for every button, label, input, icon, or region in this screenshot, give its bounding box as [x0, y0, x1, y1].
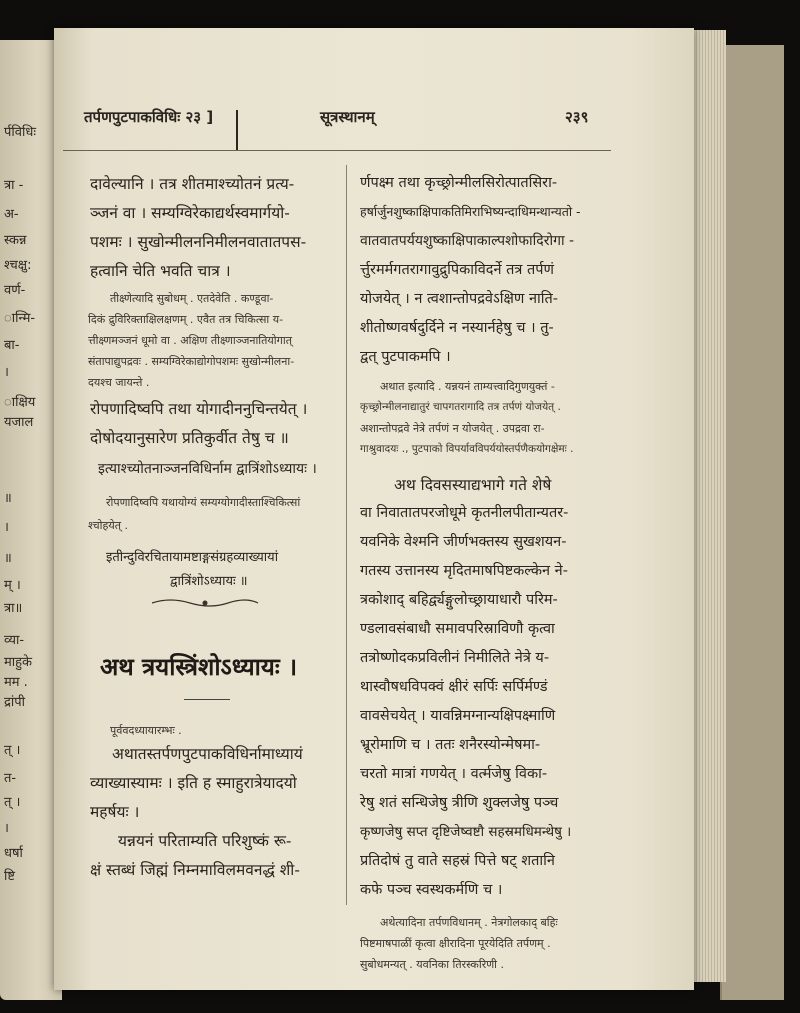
running-header-left: तर्पणपुटपाकविधिः २३ ] [84, 108, 214, 126]
verse-line: दोषोदयानुसारेण प्रतिकुर्वीत तेषु च ॥ [90, 429, 289, 447]
margin-fragment: अ- [4, 207, 19, 222]
margin-fragment: धर्षा [4, 846, 23, 861]
commentary-line: तीक्ष्णेत्यादि सुबोधम् . एतदेवेति . कण्डूवा- [110, 292, 274, 305]
commentary-line: पिष्टमाषपाळीं कृत्वा क्षीरादिना पूरयेदिति तर्पणम् . [360, 937, 551, 950]
margin-fragment: ाक्षिय [4, 395, 36, 410]
commentary-line: रोपणादिष्वपि यथायोग्यं सम्यग्योगादीस्ताश्चिकित्सां [106, 496, 301, 509]
commentary-line: सुबोधमन्यत् . यवनिका तिरस्करिणी . [360, 958, 505, 971]
page-number: २३९ [565, 108, 589, 126]
commentary-line: पूर्ववदध्यायारम्भः . [110, 724, 182, 737]
verse-line: अथ दिवसस्याद्यभागे गते शेषे [394, 476, 552, 494]
margin-fragment: म् । [4, 578, 21, 593]
commentary-line: संतापाद्युपद्रवः . सम्यग्विरेकाद्योगोपशमः सुखोन्मीलना- [88, 355, 295, 368]
back-cover [720, 45, 784, 1000]
verse-line: कफे पञ्च स्वस्थकर्मणि च । [360, 882, 503, 898]
margin-fragment: श्चक्षु: [4, 258, 32, 273]
verse-line: रोपणादिष्वपि तथा योगादीननुचिन्तयेत् । [90, 400, 308, 418]
ornament-divider [150, 597, 260, 609]
chapter-title: अथ त्रयस्त्रिंशोऽध्यायः । [100, 653, 298, 681]
verse-line: र्त्तुरमर्मगतरागावुद्रुपिकाविदर्ने तत्र तर्पणं [360, 262, 555, 278]
commentary-colophon: इतीन्दुविरचितायामष्टाङ्गसंग्रहव्याख्यायां [106, 550, 279, 565]
margin-fragment: त- [4, 771, 17, 786]
verse-line: र्णपक्ष्म तथा कृच्छ्रोन्मीलसिरोत्पातसिरा- [360, 175, 558, 191]
commentary-line: दयश्च जायन्ते . [88, 376, 150, 389]
verse-line: भ्रूरोमाणि च । ततः शनैरस्योन्मेषमा- [360, 737, 541, 753]
margin-fragment: यजाल [4, 415, 34, 430]
commentary-line: अथेत्यादिना तर्पणविधानम् . नेत्रगोलकाद् बहिः [380, 916, 558, 929]
verse-line: दावेल्यानि । तत्र शीतमाश्च्योतनं प्रत्य- [90, 175, 295, 193]
commentary-line: कृच्छ्रोन्मीलनाद्यातुरं चापगतरागादि तत्र तर्पणं योजयेत् . [360, 401, 561, 413]
verse-line: गतस्य उत्तानस्य मृदितमाषपिष्टकल्केन ने- [360, 563, 568, 579]
verse-line: योजयेत् । न त्वशान्तोपद्रवेऽक्षिण नाति- [360, 291, 559, 307]
margin-fragment: त् । [4, 743, 21, 758]
margin-fragment: त्रा॥ [4, 601, 23, 616]
margin-fragment: माहुके [4, 655, 33, 670]
margin-fragment: ॥ [4, 491, 12, 506]
verse-line: यन्नयनं परिताम्यति परिशुष्कं रू- [118, 832, 292, 850]
margin-fragment: र्पविधिः [4, 125, 36, 140]
verse-line: थास्वौषधविपक्वं क्षीरं सर्पिः सर्पिर्मण्डं [360, 679, 548, 695]
commentary-line: दिकं द्रुविरिक्ताक्षिलक्षणम् . एवैत तत्र चिकित्सा य- [88, 313, 284, 326]
verse-line: पशमः । सुखोन्मीलननिमीलनवातातपस- [90, 233, 307, 251]
header-rule [63, 150, 611, 151]
margin-fragment: ान्मि- [4, 311, 36, 326]
header-bracket [236, 110, 238, 150]
verse-line: अथातस्तर्पणपुटपाकविधिर्नामाध्यायं [112, 745, 303, 763]
verse-line: रेषु शतं सन्धिजेषु त्रीणि शुक्लजेषु पञ्च [360, 795, 559, 811]
commentary-line: अथात इत्यादि . यन्नयनं ताम्यत्त्वादिगुणयुक्तं - [380, 380, 555, 393]
margin-fragment: त् । [4, 795, 21, 810]
running-header-center: सूत्रस्थानम् [320, 108, 375, 126]
title-rule [184, 699, 230, 700]
margin-fragment: बा- [4, 338, 20, 353]
verse-line: तत्रोष्णोदकप्रविलीनं निमीलिते नेत्रे य- [360, 650, 550, 666]
margin-fragment: व्या- [4, 633, 25, 648]
verse-line: महर्षयः । [90, 803, 140, 821]
margin-fragment: त्रा - [4, 178, 24, 193]
previous-page-margin [0, 40, 62, 1000]
margin-fragment: वर्ण- [4, 283, 26, 298]
verse-line: द्वत् पुटपाकमपि । [360, 349, 451, 365]
verse-line: प्रतिदोषं तु वाते सहस्रं पित्ते षट् शतानि [360, 853, 555, 869]
verse-line: वावसेचयेत् । यावन्निमग्नान्यक्षिपक्ष्माणि [360, 708, 556, 724]
verse-line: शीतोष्णवर्षदुर्दिने न नस्यार्नहेषु च । तु- [360, 320, 554, 336]
verse-line: यवनिके वेश्मनि जीर्णभक्तस्य सुखशयन- [360, 534, 567, 550]
margin-fragment: ष्टि [4, 869, 15, 884]
margin-fragment: । [4, 365, 9, 380]
margin-fragment: मम . [4, 675, 28, 690]
margin-fragment: । [4, 520, 9, 535]
verse-line: व्याख्यास्यामः । इति ह स्माहुरात्रेयादयो [90, 774, 297, 792]
verse-line: चरतो मात्रां गणयेत् । वर्त्मजेषु विका- [360, 766, 548, 782]
margin-fragment: द्रांपी [4, 695, 26, 710]
verse-line: क्षं स्तब्धं जिह्मं निम्नमाविलमवनद्धं शी- [90, 861, 300, 879]
verse-line: ञ्जनं वा । सम्यग्विरेकाद्यर्थस्वमार्गयो- [90, 204, 290, 222]
margin-fragment: ॥ [4, 551, 12, 566]
margin-fragment: स्कन्न [4, 233, 27, 248]
verse-line: वातवातपर्ययशुष्काक्षिपाकाल्पशोफादिरोगा - [360, 233, 575, 249]
commentary-line: त्तीक्ष्णमञ्जनं धूमो वा . अक्षिण तीक्ष्णाञ्जनातियोगात् [88, 334, 292, 347]
verse-line: कृष्णजेषु सप्त दृष्टिजेष्वष्टौ सहस्रमधिमन्थेषु । [360, 824, 572, 840]
verse-line: हत्वानि चेति भवति चात्र । [90, 262, 231, 280]
verse-line: वा निवातातपरजोधूमे कृतनीलपीतान्यतर- [360, 505, 569, 521]
commentary-line: अशान्तोपद्रवे नेत्रे तर्पणं न योजयेत् . उपद्रवा रा- [360, 422, 545, 435]
column-separator [346, 165, 347, 905]
verse-line: हर्षार्जुनशुष्काक्षिपाकतिमिराभिष्यन्दाधिमन्थान्यतो - [360, 204, 581, 219]
chapter-colophon: इत्याश्च्योतनाञ्जनविधिर्नाम द्वात्रिंशोऽध्यायः । [98, 461, 317, 477]
margin-fragment: । [4, 821, 9, 836]
verse-line: त्रकोशाद् बहिर्द्व्यङ्गुलोच्छ्रायाधारौ परिम- [360, 592, 558, 608]
commentary-colophon: द्वात्रिंशोऽध्यायः ॥ [170, 574, 248, 589]
commentary-line: गाश्रुवादयः ., पुटपाको विपर्यावविपर्ययोस्तर्पणैकयोगक्षेमः . [360, 443, 574, 455]
commentary-line: श्चोहयेत् . [88, 519, 128, 532]
verse-line: ण्डलावसंबाधौ समावपरिस्राविणौ कृत्वा [360, 621, 555, 637]
